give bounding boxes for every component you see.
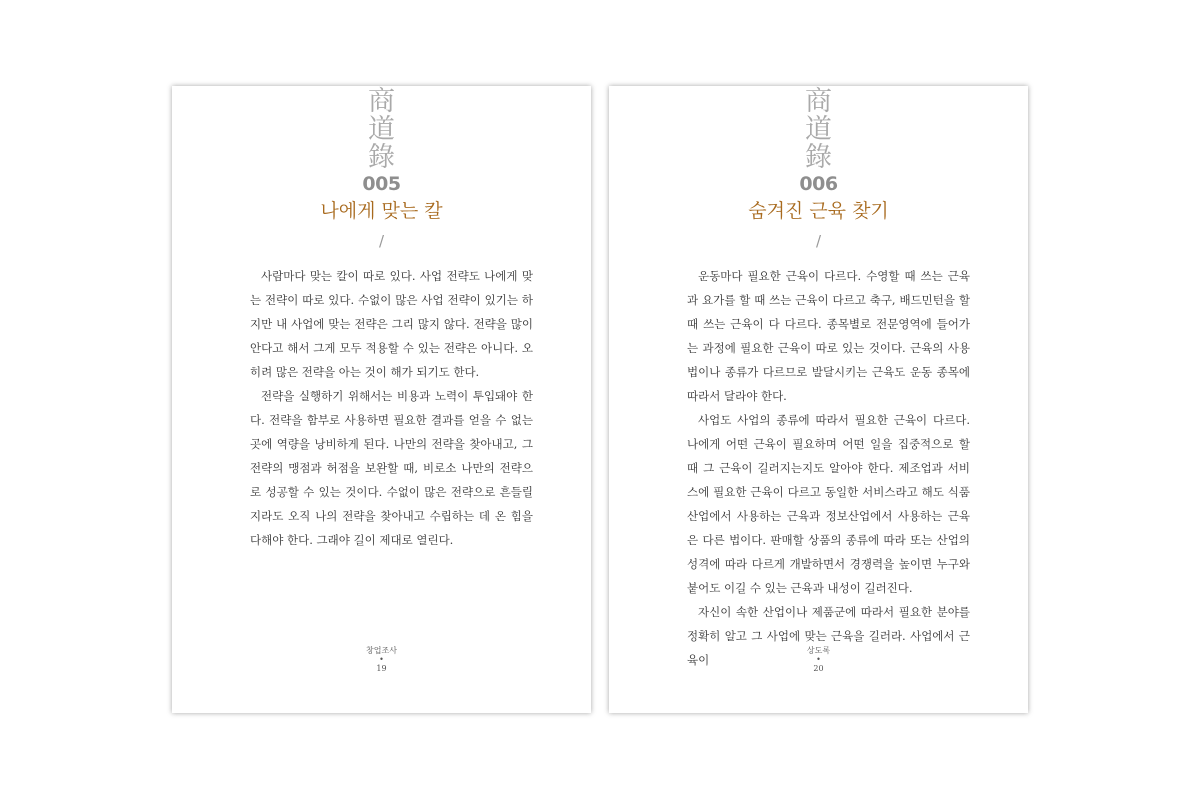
page-footer bbox=[172, 646, 591, 674]
title-divider: / bbox=[378, 232, 385, 250]
page-number: 20 bbox=[813, 664, 824, 673]
body-text bbox=[250, 264, 533, 552]
title-divider: / bbox=[815, 232, 822, 250]
chapter-number: 006 bbox=[799, 173, 838, 195]
paragraph: 자신이 속한 산업이나 제품군에 따라서 필요한 분야를 정확히 알고 그 사업에 맞는 근육을 길러라. 사업에서 근육이 bbox=[687, 605, 970, 667]
series-char: 錄 bbox=[805, 142, 832, 173]
running-footer: 상도록 bbox=[806, 646, 831, 655]
series-char: 商 bbox=[368, 86, 395, 117]
chapter-title: 숨겨진 근육 찾기 bbox=[748, 200, 889, 222]
page-footer bbox=[609, 646, 1028, 674]
footer-dot: • bbox=[816, 655, 821, 664]
series-char: 道 bbox=[805, 114, 832, 145]
body-text bbox=[687, 264, 970, 672]
paragraph: 사람마다 맞는 칼이 따로 있다. 사업 전략도 나에게 맞는 전략이 따로 있다. 수없이 많은 사업 전략이 있기는 하지만 내 사업에 맞는 전략은 그리 많지 않다. 전략을 많이 안다고 해서 그게 모두 적용할 수 있는 전략은 아니다. 오히려 많은 전략을 아는 것이 해가 되기도 한다. bbox=[250, 269, 533, 379]
footer-dot: • bbox=[379, 655, 384, 664]
series-mark bbox=[172, 88, 591, 172]
right-page bbox=[609, 86, 1028, 713]
series-char: 商 bbox=[805, 86, 832, 117]
page-number: 19 bbox=[376, 664, 387, 673]
running-footer: 창업조사 bbox=[366, 646, 397, 655]
paragraph: 운동마다 필요한 근육이 다르다. 수영할 때 쓰는 근육과 요가를 할 때 쓰는 근육이 다르고 축구, 배드민턴을 할 때 쓰는 근육이 다 다르다. 종목별로 전문영역에 들어가는 과정에 필요한 근육이 따로 있는 것이다. 근육의 사용법이나 종류가 다르므로 발달시키는 근육도 운동 종목에 따라서 달라야 한다. bbox=[687, 269, 970, 403]
series-char: 錄 bbox=[368, 142, 395, 173]
chapter-title: 나에게 맞는 칼 bbox=[320, 200, 443, 222]
series-char: 道 bbox=[368, 114, 395, 145]
left-page bbox=[172, 86, 591, 713]
chapter-number: 005 bbox=[362, 173, 401, 195]
paragraph: 사업도 사업의 종류에 따라서 필요한 근육이 다르다. 나에게 어떤 근육이 필요하며 어떤 일을 집중적으로 할 때 그 근육이 길러지는지도 알아야 한다. 제조업과 서비스에 필요한 근육이 다르고 동일한 서비스라고 해도 식품 산업에서 사용하는 근육과 정보산업에서 사용하는 근육은 다른 법이다. 판매할 상품의 종류에 따라 또는 산업의 성격에 따라 다르게 개발하면서 경쟁력을 높이면 누구와 붙어도 이길 수 있는 근육과 내성이 길러진다. bbox=[687, 413, 970, 595]
series-mark bbox=[609, 88, 1028, 172]
paragraph: 전략을 실행하기 위해서는 비용과 노력이 투입돼야 한다. 전략을 함부로 사용하면 필요한 결과를 얻을 수 없는 곳에 역량을 낭비하게 된다. 나만의 전략을 찾아내고, 그 전략의 맹점과 허점을 보완할 때, 비로소 나만의 전략으로 성공할 수 있는 것이다. 수없이 많은 전략으로 흔들릴 지라도 오직 나의 전략을 찾아내고 수립하는 데 온 힘을 다해야 한다. 그래야 길이 제대로 열린다. bbox=[250, 389, 533, 547]
